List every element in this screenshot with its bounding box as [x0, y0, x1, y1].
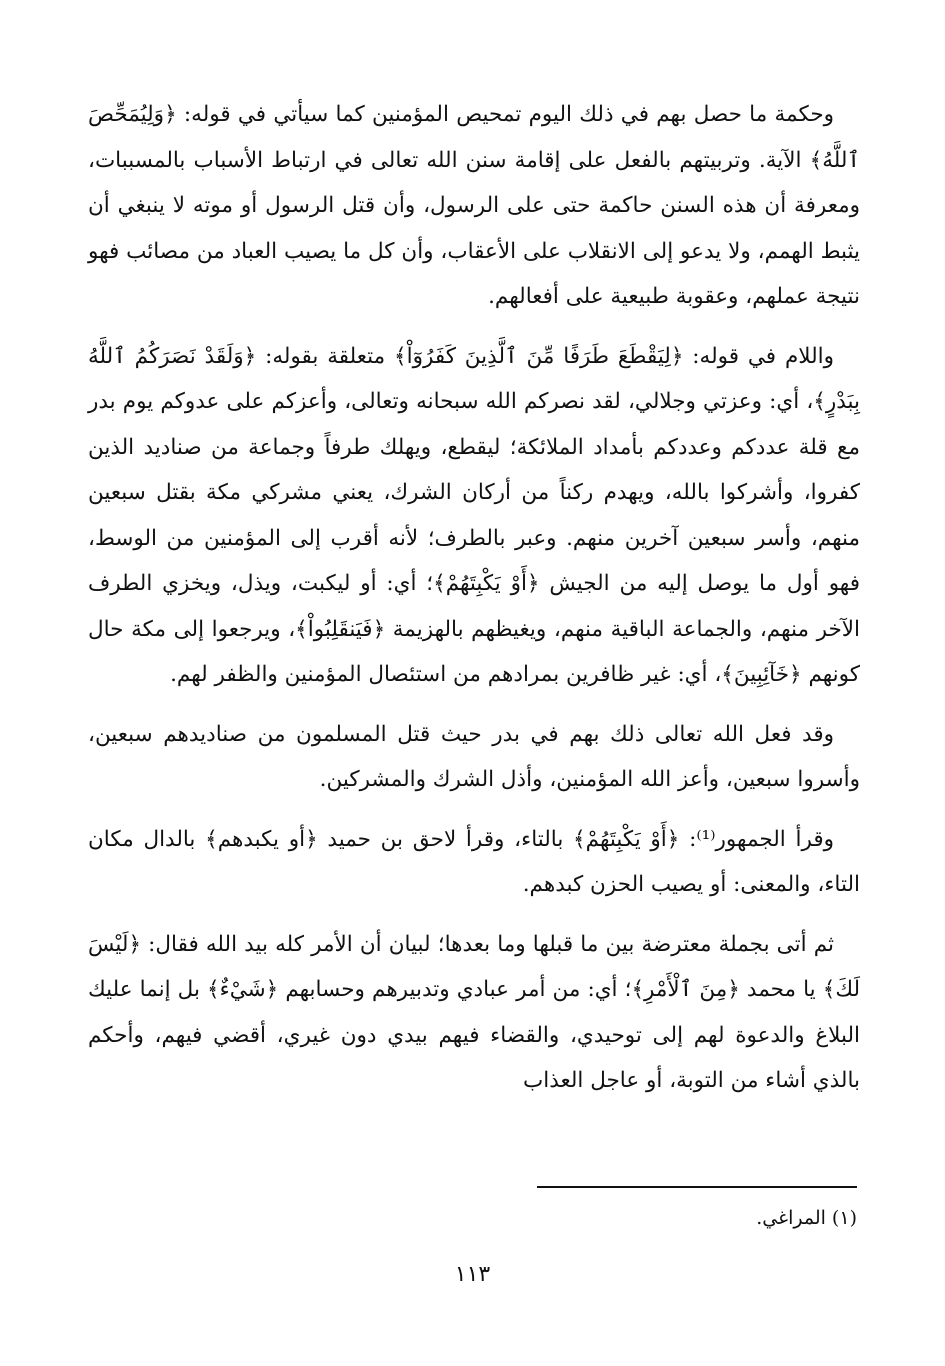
footnote: (١) المراغي.	[756, 1207, 857, 1229]
paragraph-3: وقد فعل الله تعالى ذلك بهم في بدر حيث قتل المسلمون من صناديدهم سبعين، وأسروا سبعين، وأعز الله المؤمنين، وأذل الشرك والمشركين.	[88, 721, 860, 792]
paragraph-5: ثم أتى بجملة معترضة بين ما قبلها وما بعدها؛ لبيان أن الأمر كله بيد الله فقال: ﴿لَيْسَ لَكَ﴾ يا محمد ﴿مِنَ ٱلْأَمْرِ﴾؛ أي: من أمر عبادي وتدبيرهم وحسابهم ﴿شَيْءٌ﴾ بل إنما عليك البلاغ والدعوة لهم إلى توحيدي، والقضاء فيهم بيدي دون غيري، أقضي فيهم، وأحكم بالذي أشاء من التوبة، أو عاجل العذاب	[88, 931, 860, 1093]
page-body	[88, 92, 860, 1118]
paragraph-2: واللام في قوله: ﴿لِيَقْطَعَ طَرَفًا مِّنَ ٱلَّذِينَ كَفَرُوٓاْ﴾ متعلقة بقوله: ﴿وَلَقَدْ نَصَرَكُمُ ٱللَّهُ بِبَدْرٍ﴾، أي: وعزتي وجلالي، لقد نصركم الله سبحانه وتعالى، وأعزكم على عدوكم يوم بدر مع قلة عددكم وعددكم بأمداد الملائكة؛ ليقطع، ويهلك طرفاً وجماعة من صناديد الذين كفروا، وأشركوا بالله، ويهدم ركناً من أركان الشرك، يعني مشركي مكة بقتل سبعين منهم، وأسر سبعين آخرين منهم. وعبر بالطرف؛ لأنه أقرب إلى المؤمنين من الوسط، فهو أول ما يوصل إليه من الجيش ﴿أَوْ يَكْبِتَهُمْ﴾؛ أي: أو ليكبت، ويذل، ويخزي الطرف الآخر منهم، والجماعة الباقية منهم، ويغيظهم بالهزيمة ﴿فَيَنقَلِبُواْ﴾، ويرجعوا إلى مكة حال كونهم ﴿خَآئِبِينَ﴾، أي: غير ظافرين بمرادهم من استئصال المؤمنين والظفر لهم.	[88, 343, 860, 687]
paragraph-1: وحكمة ما حصل بهم في ذلك اليوم تمحيص المؤمنين كما سيأتي في قوله: ﴿وَلِيُمَحِّصَ ٱللَّهُ﴾ الآية. وتربيتهم بالفعل على إقامة سنن الله تعالى في ارتباط الأسباب بالمسببات، ومعرفة أن هذه السنن حاكمة حتى على الرسول، وأن قتل الرسول أو موته لا ينبغي أن يثبط الهمم، ولا يدعو إلى الانقلاب على الأعقاب، وأن كل ما يصيب العباد من مصائب فهو نتيجة عملهم، وعقوبة طبيعية على أفعالهم.	[88, 102, 860, 309]
footnote-divider	[537, 1186, 857, 1188]
page-number: ١١٣	[454, 1262, 491, 1287]
paragraph-4: وقرأ الجمهور⁽¹⁾: ﴿أَوْ يَكْبِتَهُمْ﴾ بالتاء، وقرأ لاحق بن حميد ﴿أو يكبدهم﴾ بالدال مكان التاء، والمعنى: أو يصيب الحزن كبدهم.	[88, 826, 860, 897]
